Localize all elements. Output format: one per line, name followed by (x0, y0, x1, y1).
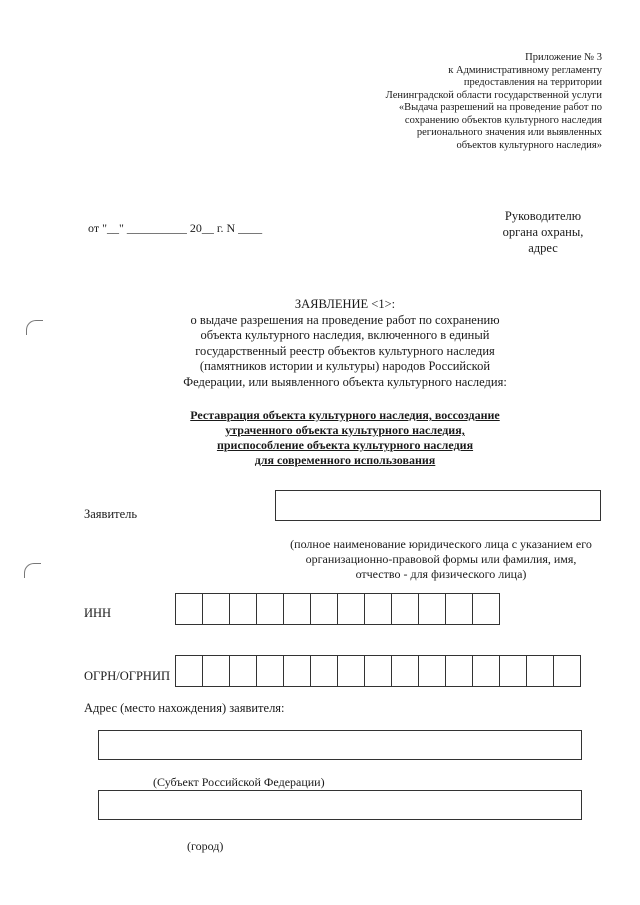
application-title (150, 297, 540, 390)
applicant-hint-line: (полное наименование юридического лица с указанием его (290, 537, 592, 551)
digit-cell[interactable] (337, 593, 365, 625)
digit-cell[interactable] (445, 593, 473, 625)
applicant-hint-line: отчество - для физического лица) (355, 567, 527, 581)
digit-cell[interactable] (391, 655, 419, 687)
annex-line: объектов культурного наследия» (456, 139, 602, 151)
inn-cells[interactable] (175, 593, 500, 625)
work-type-heading (150, 408, 540, 468)
title-line: (памятников истории и культуры) народов Российской (199, 359, 491, 373)
addressee-block (497, 208, 589, 256)
digit-cell[interactable] (256, 655, 284, 687)
digit-cell[interactable] (418, 655, 446, 687)
digit-cell[interactable] (310, 655, 338, 687)
subtitle-line: утраченного объекта культурного наследия, (225, 423, 465, 437)
punch-hole-mark (26, 320, 43, 335)
inn-label: ИНН (84, 606, 112, 620)
title-line: объекта культурного наследия, включенного в единый (200, 328, 490, 342)
annex-line: регионального значения или выявленных (416, 127, 602, 138)
digit-cell[interactable] (472, 655, 500, 687)
annex-line: Приложение № 3 (525, 52, 602, 63)
digit-cell[interactable] (445, 655, 473, 687)
applicant-hint (268, 537, 614, 582)
subtitle-line: Реставрация объекта культурного наследия, воссоздание (190, 408, 500, 422)
digit-cell[interactable] (310, 593, 338, 625)
digit-cell[interactable] (283, 655, 311, 687)
digit-cell[interactable] (202, 655, 230, 687)
applicant-hint-line: организационно-правовой формы или фамилия, имя, (305, 552, 577, 566)
address-subject-field[interactable] (98, 730, 582, 760)
city-hint: (город) (187, 839, 224, 853)
annex-line: сохранению объектов культурного наследия (404, 114, 602, 126)
addressee-line: Руководителю (504, 209, 582, 223)
punch-hole-mark (24, 563, 41, 578)
applicant-label: Заявитель (84, 507, 138, 521)
address-label: Адрес (место нахождения) заявителя: (84, 701, 285, 715)
digit-cell[interactable] (256, 593, 284, 625)
digit-cell[interactable] (391, 593, 419, 625)
annex-line: «Выдача разрешений на проведение работ по (398, 102, 602, 113)
subject-hint: (Субъект Российской Федерации) (153, 775, 325, 789)
digit-cell[interactable] (553, 655, 581, 687)
digit-cell[interactable] (364, 655, 392, 687)
addressee-line: адрес (528, 241, 558, 255)
addressee-line: органа охраны, (502, 225, 584, 239)
title-line: о выдаче разрешения на проведение работ по сохранению (190, 312, 500, 327)
digit-cell[interactable] (418, 593, 446, 625)
annex-line: Ленинградской области государственной услуги (385, 89, 602, 101)
date-number-line[interactable]: от "__" __________ 20__ г. N ____ (88, 221, 263, 235)
annex-header (342, 52, 602, 152)
digit-cell[interactable] (472, 593, 500, 625)
digit-cell[interactable] (337, 655, 365, 687)
applicant-name-field[interactable] (275, 490, 601, 521)
ogrn-cells[interactable] (175, 655, 581, 687)
digit-cell[interactable] (526, 655, 554, 687)
ogrn-label: ОГРН/ОГРНИП (84, 669, 170, 683)
annex-line: предоставления на территории (463, 77, 602, 88)
digit-cell[interactable] (175, 655, 203, 687)
digit-cell[interactable] (175, 593, 203, 625)
title-line: ЗАЯВЛЕНИЕ <1>: (294, 297, 396, 311)
title-line: Федерации, или выявленного объекта культурного наследия: (183, 374, 507, 389)
annex-line: к Административному регламенту (448, 64, 602, 76)
address-city-field[interactable] (98, 790, 582, 820)
digit-cell[interactable] (499, 655, 527, 687)
digit-cell[interactable] (283, 593, 311, 625)
subtitle-line: приспособление объекта культурного наследия (216, 438, 474, 452)
digit-cell[interactable] (229, 593, 257, 625)
digit-cell[interactable] (229, 655, 257, 687)
subtitle-line: для современного использования (254, 453, 436, 467)
digit-cell[interactable] (202, 593, 230, 625)
title-line: государственный реестр объектов культурного наследия (195, 343, 495, 358)
digit-cell[interactable] (364, 593, 392, 625)
